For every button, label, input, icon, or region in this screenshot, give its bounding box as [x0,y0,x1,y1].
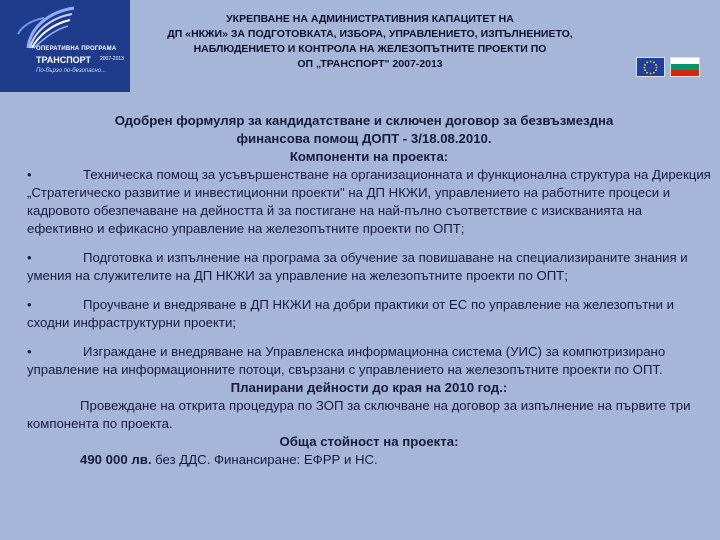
bullet-text: железопътни и сходни инфраструктурни проекти; [27,297,674,330]
op-transport-logo [0,0,130,92]
bullet-first-line: Подготовка и изпълнение на програма за обучение за повишаване на специализираните [83,250,631,265]
list-item [27,296,711,332]
title-line: ДП «НКЖИ» ЗА ПОДГОТОВКАТА, ИЗБОРА, УПРАВЛЕНИЕТО, ИЗПЪЛНЕНИЕТО, [167,28,573,40]
page-title [130,12,610,72]
planned-first-line: Провеждане на открита процедура по ЗОП за сключване на договор за изпълнение на [80,398,613,413]
heading-components: Компоненти на проекта: [289,149,449,164]
bullet-icon: • [27,167,32,182]
logo-years: 2007-2013 [100,56,124,62]
bullet-icon: • [27,297,32,312]
bullet-first-line: Проучване и внедряване в ДП НКЖИ на добри практики от ЕС по управление на [83,297,580,312]
bullet-text: компютризирано управление на информационните потоци, свързани с управлението на железопътните проекти по ОПТ. [27,344,666,377]
bullet-text: знания и умения на служителите на ДП НКЖИ за управление на железопътните проекти по ОПТ; [27,250,688,283]
bullet-icon: • [27,344,32,359]
title-line: ОП „ТРАНСПОРТ" 2007-2013 [297,58,443,70]
logo-slogan: По-бързо по-безопасно... [36,68,107,74]
logo-line2: ТРАНСПОРТ [36,55,92,65]
bulgaria-flag-icon [670,57,700,77]
planned-activities-text [27,397,711,433]
list-item [27,166,711,238]
bullet-icon: • [27,250,32,265]
list-item [27,343,711,379]
heading-line: Одобрен формуляр за кандидатстване и сключен договор за безвъзмездна [114,113,614,128]
heading-approved-form [27,112,711,148]
heading-planned-activities: Планирани дейности до края на 2010 год.: [230,380,508,395]
value-rest: без ДДС. Финансиране: ЕФРР и НС. [151,452,378,467]
eu-flag-icon [636,57,665,77]
main-content [27,112,711,469]
heading-line: финансова помощ ДОПТ - 3/18.08.2010. [236,131,492,146]
list-item [27,249,711,285]
value-amount: 490 000 лв. [80,452,152,467]
header [0,0,720,96]
planned-rest: първите три компонента по проекта. [27,398,691,431]
heading-total-value: Обща стойност на проекта: [279,434,459,449]
title-line: УКРЕПВАНЕ НА АДМИНИСТРАТИВНИЯ КАПАЦИТЕТ НА [226,13,514,25]
title-line: НАБЛЮДЕНИЕТО И КОНТРОЛА НА ЖЕЛЕЗОПЪТНИТЕ ПРОЕКТИ ПО [193,43,547,55]
total-value-text [27,451,711,469]
bullet-first-line: Техническа помощ за усъвършенстване на организационната и функционална структура [83,167,631,182]
bullet-text: на Дирекция „Стратегическо развитие и инвестиционни проекти" на ДП НКЖИ, управлението на работните процеси и кадровото обезпечаване на дейността й за постигане на най-пълно съответствие с изискванията на ефективно и ефикасно управление на железопътните проекти по ОПТ; [27,167,711,236]
logo-line1: ОПЕРАТИВНА ПРОГРАМА [36,46,117,52]
bullet-first-line: Изграждане и внедряване на Управленска информационна система (УИС) за [83,344,559,359]
